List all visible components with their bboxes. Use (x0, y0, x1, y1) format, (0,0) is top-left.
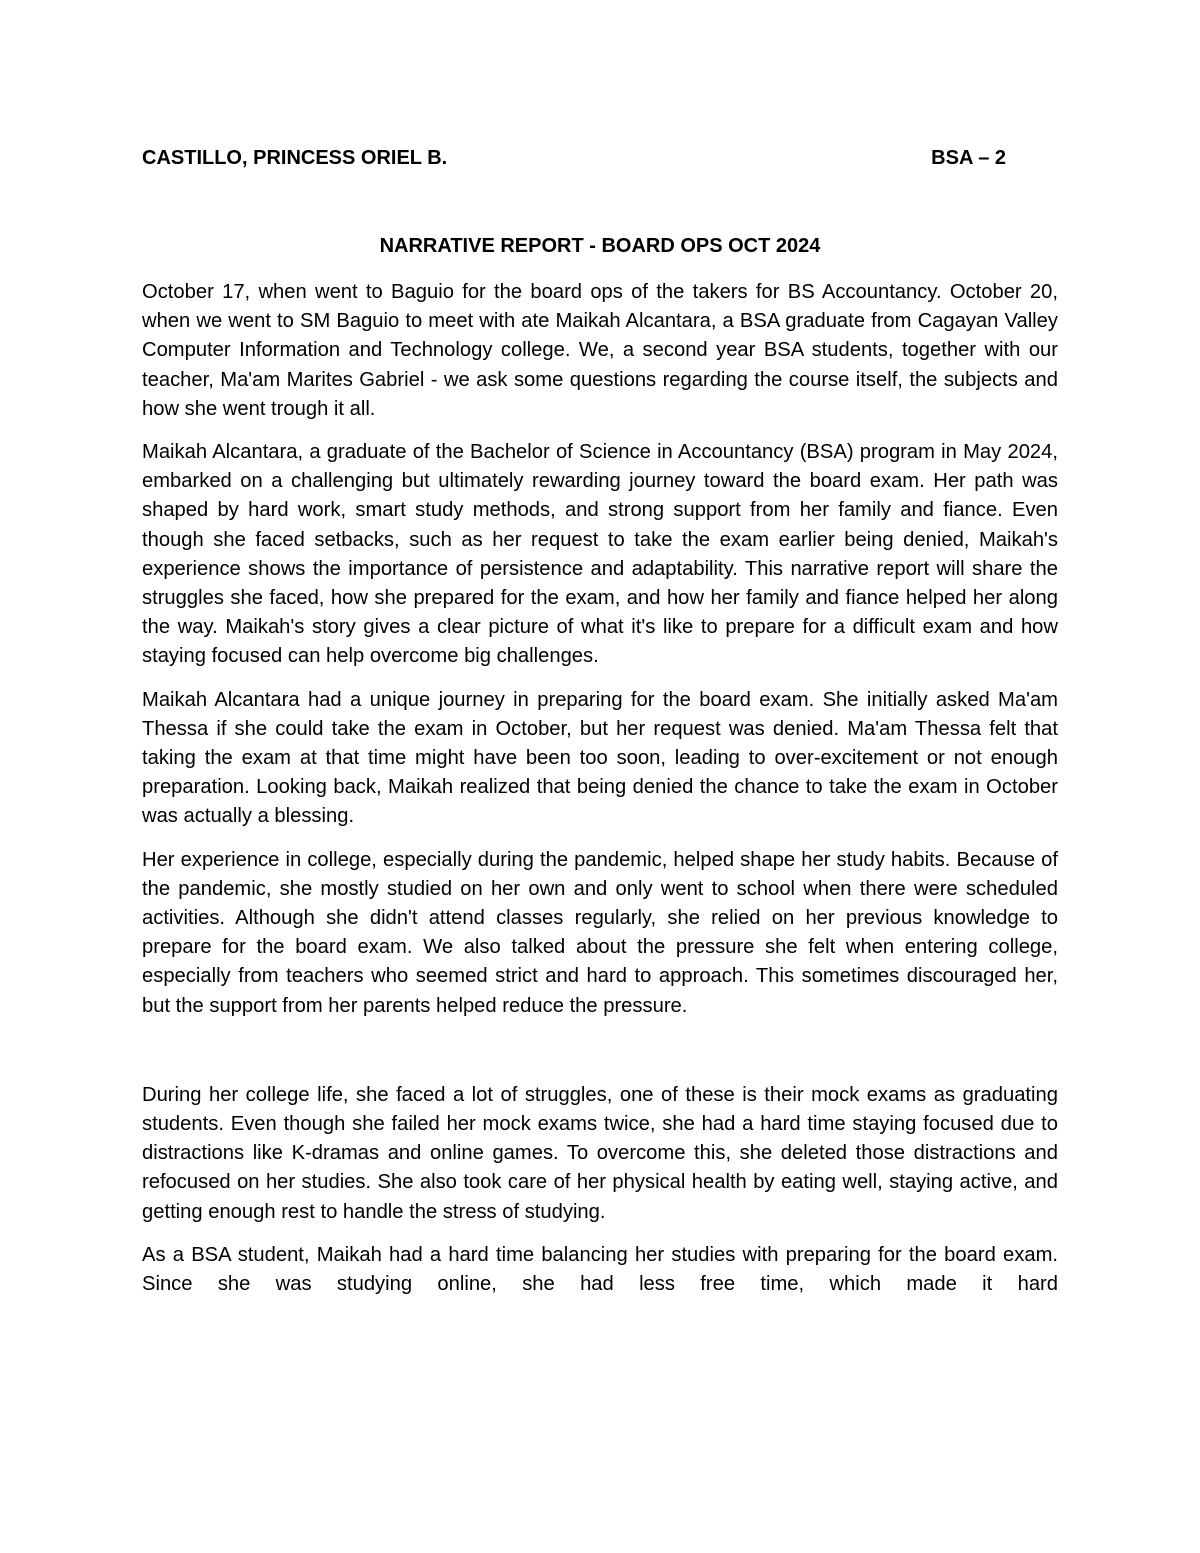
report-title: NARRATIVE REPORT - BOARD OPS OCT 2024 (379, 235, 821, 257)
paragraph-1: October 17, when went to Baguio for the board ops of the takers for BS Accountancy. October 20, when we went to SM Baguio to meet with ate Maikah Alcantara, a BSA graduate from Cagayan Valley Computer Information and Technology college. We, a second year BSA students, together with our teacher, Ma'am Marites Gabriel - we ask some questions regarding the course itself, the subjects and how she went trough it all. (142, 281, 1058, 420)
student-name: CASTILLO, PRINCESS ORIEL B. (142, 147, 448, 169)
paragraph-2: Maikah Alcantara, a graduate of the Bachelor of Science in Accountancy (BSA) program in May 2024, embarked on a challenging but ultimately rewarding journey toward the board exam. Her path was shaped by hard work, smart study methods, and strong support from her family and fiance. Even though she faced setbacks, such as her request to take the exam earlier being denied, Maikah's experience shows the importance of persistence and adaptability. This narrative report will share the struggles she faced, how she prepared for the exam, and how her family and fiance helped her along the way. Maikah's story gives a clear picture of what it's like to prepare for a difficult exam and how staying focused can help overcome big challenges. (142, 441, 1058, 668)
student-course: BSA – 2 (931, 147, 1006, 169)
report-body (142, 278, 1058, 1313)
paragraph-6: As a BSA student, Maikah had a hard time balancing her studies with preparing for the board exam. Since she was studying online, she had less free time, which made it hard (142, 1243, 1058, 1296)
paragraph-5: During her college life, she faced a lot of struggles, one of these is their mock exams as graduating students. Even though she failed her mock exams twice, she had a hard time staying focused due to distractions like K-dramas and online games. To overcome this, she deleted those distractions and refocused on her studies. She also took care of her physical health by eating well, staying active, and getting enough rest to handle the stress of studying. (142, 1083, 1058, 1223)
paragraph-3: Maikah Alcantara had a unique journey in preparing for the board exam. She initially asked Ma'am Thessa if she could take the exam in October, but her request was denied. Ma'am Thessa felt that taking the exam at that time might have been too soon, leading to over-excitement or not enough preparation. Looking back, Maikah realized that being denied the chance to take the exam in October was actually a blessing. (142, 688, 1058, 828)
paragraph-4: Her experience in college, especially during the pandemic, helped shape her study habits. Because of the pandemic, she mostly studied on her own and only went to school when there were scheduled activities. Although she didn't attend classes regularly, she relied on her previous knowledge to prepare for the board exam. We also talked about the pressure she felt when entering college, especially from teachers who seemed strict and hard to approach. This sometimes discouraged her, but the support from her parents helped reduce the pressure. (142, 848, 1058, 1017)
